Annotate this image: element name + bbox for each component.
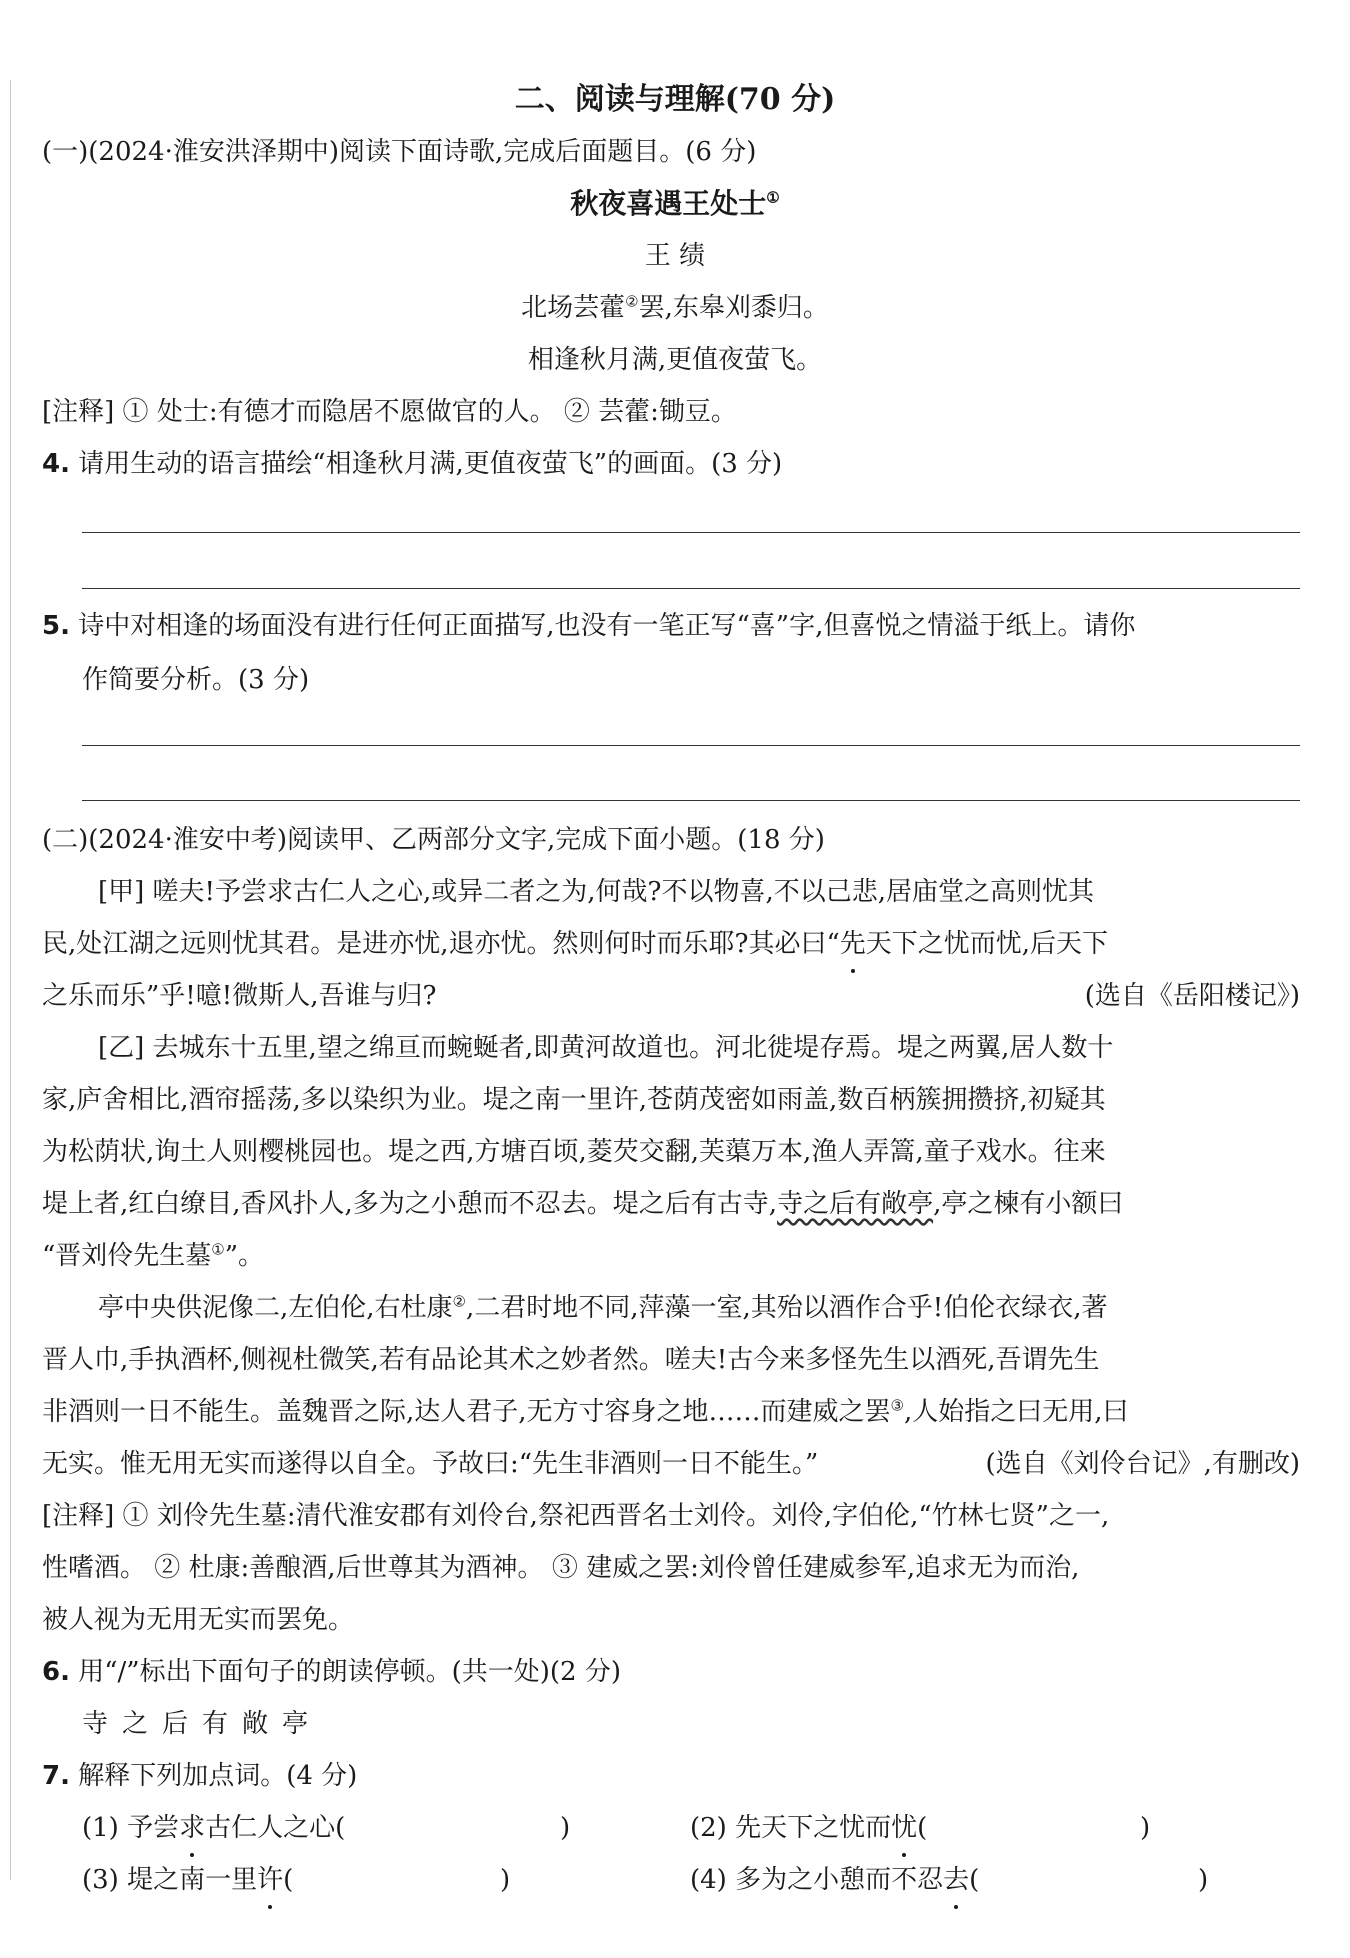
wavy-underlined-phrase: 寺之后有敞亭	[777, 1189, 934, 1219]
q7-item-1: (1) 予尝求古仁人之心(	[82, 1808, 345, 1848]
poem-note: [注释] ① 处士:有德才而隐居不愿做官的人。 ② 芸藿:锄豆。	[42, 397, 737, 427]
q7-item-3: (3) 堤之南一里许(	[82, 1860, 293, 1900]
part2-note: 性嗜酒。 ② 杜康:善酿酒,后世尊其为酒神。 ③ 建威之罢:刘伶曾任建威参军,追求无为而治,	[42, 1553, 1080, 1583]
question-7: 7. 解释下列加点词。(4 分)	[42, 1761, 358, 1791]
jia-line: 之乐而乐”乎!噫!微斯人,吾谁与归?	[42, 981, 437, 1011]
yi-line: “晋刘伶先生墓①”。	[42, 1240, 265, 1271]
poem-title: 秋夜喜遇王处士①	[570, 187, 780, 220]
poem-line-1: 北场芸藿②罢,东皋刈黍归。	[521, 292, 829, 323]
jia-line: [甲] 嗟夫!予尝求古仁人之心,或异二者之为,何哉?不以物喜,不以己悲,居庙堂之高则忧其	[98, 877, 1094, 907]
dotted-character: 求	[179, 1808, 205, 1848]
part2-note: [注释] ① 刘伶先生墓:清代淮安郡有刘伶台,祭祀西晋名士刘伶。刘伶,字伯伦,“竹林七贤”之一,	[42, 1501, 1110, 1531]
part2-header: (二)(2024·淮安中考)阅读甲、乙两部分文字,完成下面小题。(18 分)	[42, 825, 825, 855]
yi-line: 无实。惟无用无实而遂得以自全。予故曰:“先生非酒则一日不能生。”	[42, 1449, 819, 1479]
dotted-character: 许	[257, 1860, 283, 1900]
q7-item-4-close: )	[1198, 1865, 1209, 1895]
section-title: 二、阅读与理解(70 分)	[514, 82, 836, 117]
yi-line: 为松荫状,询土人则樱桃园也。堤之西,方塘百顷,菱芡交翻,芙蕖万本,渔人弄篙,童子戏水。往来	[42, 1137, 1106, 1167]
answer-line[interactable]	[82, 800, 1300, 801]
question-4: 4. 请用生动的语言描绘“相逢秋月满,更值夜萤飞”的画面。(3 分)	[42, 449, 783, 479]
jia-line: 民,处江湖之远则忧其君。是进亦忧,退亦忧。然则何时而乐耶?其必曰“先天下之忧而忧,后天下	[42, 924, 1108, 964]
poem-author: 王 绩	[644, 241, 706, 271]
dotted-character: 先	[840, 924, 866, 964]
q7-item-4: (4) 多为之小憩而不忍去(	[690, 1860, 979, 1900]
q7-item-2-close: )	[1140, 1813, 1151, 1843]
dotted-character: 去	[943, 1860, 969, 1900]
q7-item-1-close: )	[560, 1813, 571, 1843]
answer-line[interactable]	[82, 588, 1300, 589]
yi-line: 家,庐舍相比,酒帘摇荡,多以染织为业。堤之南一里许,苍荫茂密如雨盖,数百柄簇拥攒挤,初疑其	[42, 1085, 1106, 1115]
dotted-character: 忧	[891, 1808, 917, 1848]
yi-line: 晋人巾,手执酒杯,侧视杜微笑,若有品论其术之妙者然。嗟夫!古今来多怪先生以酒死,吾谓先生	[42, 1345, 1100, 1375]
answer-line[interactable]	[82, 532, 1300, 533]
answer-line[interactable]	[82, 745, 1300, 746]
yi-line: 亭中央供泥像二,左伯伦,右杜康②,二君时地不同,萍藻一室,其殆以酒作合乎!伯伦衣绿衣,著	[98, 1292, 1108, 1323]
yi-line: 非酒则一日不能生。盖魏晋之际,达人君子,无方寸容身之地……而建威之罢③,人始指之曰无用,曰	[42, 1396, 1129, 1427]
question-6: 6. 用“/”标出下面句子的朗读停顿。(共一处)(2 分)	[42, 1657, 621, 1687]
part2-note: 被人视为无用无实而罢免。	[42, 1605, 355, 1635]
jia-source: (选自《岳阳楼记》)	[1084, 981, 1300, 1011]
question-5: 5. 诗中对相逢的场面没有进行任何正面描写,也没有一笔正写“喜”字,但喜悦之情溢于纸上。请你	[42, 611, 1136, 641]
question-5-cont: 作简要分析。(3 分)	[82, 665, 310, 695]
part1-header: (一)(2024·淮安洪泽期中)阅读下面诗歌,完成后面题目。(6 分)	[42, 137, 757, 167]
pause-sentence[interactable]: 寺之后有敞亭	[82, 1709, 323, 1739]
q7-item-3-close: )	[500, 1865, 511, 1895]
q7-item-2: (2) 先天下之忧而忧(	[690, 1808, 927, 1848]
yi-line: 堤上者,红白缭目,香风扑人,多为之小憩而不忍去。堤之后有古寺,寺之后有敞亭,亭之楝有小额曰	[42, 1189, 1124, 1219]
yi-line: [乙] 去城东十五里,望之绵亘而蜿蜒者,即黄河故道也。河北徙堤存焉。堤之两翼,居人数十	[98, 1033, 1114, 1063]
poem-line-2: 相逢秋月满,更值夜萤飞。	[527, 345, 823, 375]
yi-source: (选自《刘伶台记》,有删改)	[985, 1449, 1300, 1479]
